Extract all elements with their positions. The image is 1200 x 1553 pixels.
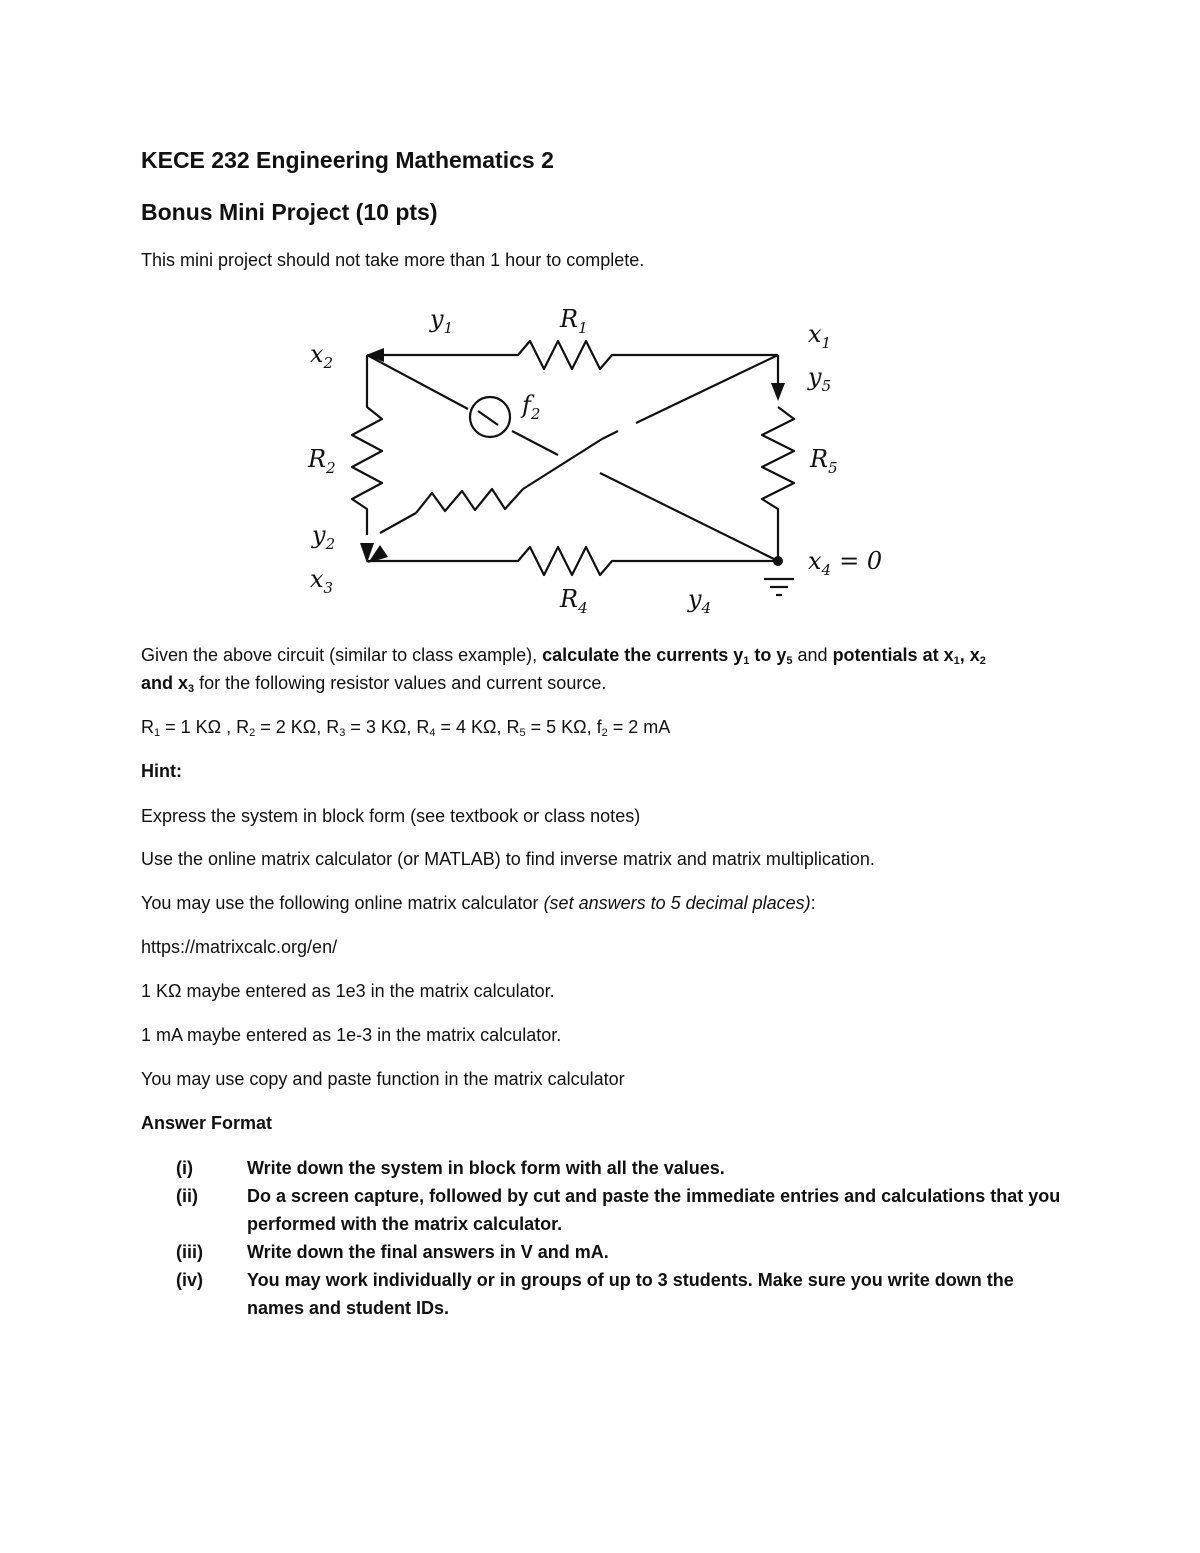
list-item-text: Write down the final answers in V and mA. xyxy=(247,1242,609,1262)
list-item-number: (ii) xyxy=(176,1186,198,1206)
label-r1: $R_1$ xyxy=(560,305,588,337)
arrow-y5 xyxy=(771,383,785,401)
label-x3: $x_3$ xyxy=(310,565,334,597)
given-line-1: Given the above circuit (similar to class example), calculate the currents $y_1$ to $y_5$ and potentials at $x_1$, $x_2$ xyxy=(141,645,986,667)
resistor-values: $R_1 = 1$ KΩ , $R_2 = 2$ KΩ, $R_3 = 3$ KΩ, $R_4 = 4$ KΩ, $R_5 = 5$ KΩ, $f_2 = 2$ mA xyxy=(141,717,671,739)
label-y2: $y_2$ xyxy=(312,521,336,553)
label-x4: $x_4 = 0$ xyxy=(808,547,883,579)
diagonal-r3-wire xyxy=(636,355,778,423)
ground-symbol xyxy=(764,579,794,595)
list-item-text: You may work individually or in groups of up to 3 students. Make sure you write down the names and student IDs. xyxy=(247,1270,1014,1318)
calculator-url[interactable]: https://matrixcalc.org/en/ xyxy=(141,937,338,957)
note-kohm: 1 KΩ maybe entered as 1e3 in the matrix calculator. xyxy=(141,981,555,1001)
course-title: KECE 232 Engineering Mathematics 2 xyxy=(141,147,554,173)
hint-label: Hint: xyxy=(141,761,182,781)
circuit-diagram xyxy=(290,295,910,625)
note-copy-paste: You may use copy and paste function in the matrix calculator xyxy=(141,1069,625,1089)
list-item-text: Write down the system in block form with all the values. xyxy=(247,1158,725,1178)
given-line-2: and $x_3$ for the following resistor values and current source. xyxy=(141,673,607,695)
resistor-r5 xyxy=(762,407,794,561)
list-item-number: (iv) xyxy=(176,1270,203,1290)
resistor-r2 xyxy=(352,355,382,535)
top-wire xyxy=(370,341,778,369)
node-x4 xyxy=(773,556,783,566)
diagonal-f2-wire xyxy=(367,355,468,409)
project-title: Bonus Mini Project (10 pts) xyxy=(141,199,438,225)
hint-1: Express the system in block form (see textbook or class notes) xyxy=(141,806,641,826)
list-item-text: Do a screen capture, followed by cut and paste the immediate entries and calculations that you performed with the matrix calculator. xyxy=(247,1186,1061,1234)
label-y5: $y_5$ xyxy=(808,363,832,395)
bottom-wire xyxy=(367,547,778,575)
label-f2: $f_2$ xyxy=(522,391,541,423)
hint-2: Use the online matrix calculator (or MATLAB) to find inverse matrix and matrix multiplication. xyxy=(141,849,875,869)
hint-3: You may use the following online matrix calculator (set answers to 5 decimal places): xyxy=(141,893,816,913)
intro-text: This mini project should not take more than 1 hour to complete. xyxy=(141,250,645,270)
label-y1: $y_1$ xyxy=(430,305,454,337)
label-r5: $R_5$ xyxy=(810,445,838,477)
resistor-r3 xyxy=(416,489,523,513)
list-item-number: (i) xyxy=(176,1158,193,1178)
answer-format-heading: Answer Format xyxy=(141,1113,273,1133)
label-y4: $y_4$ xyxy=(688,585,712,617)
current-source-f2 xyxy=(470,397,510,437)
list-item-number: (iii) xyxy=(176,1242,203,1262)
label-x1: $x_1$ xyxy=(808,320,832,352)
label-r4: $R_4$ xyxy=(560,585,588,617)
label-r2: $R_2$ xyxy=(308,445,336,477)
label-x2: $x_2$ xyxy=(310,340,334,372)
note-ma: 1 mA maybe entered as 1e-3 in the matrix calculator. xyxy=(141,1025,562,1045)
